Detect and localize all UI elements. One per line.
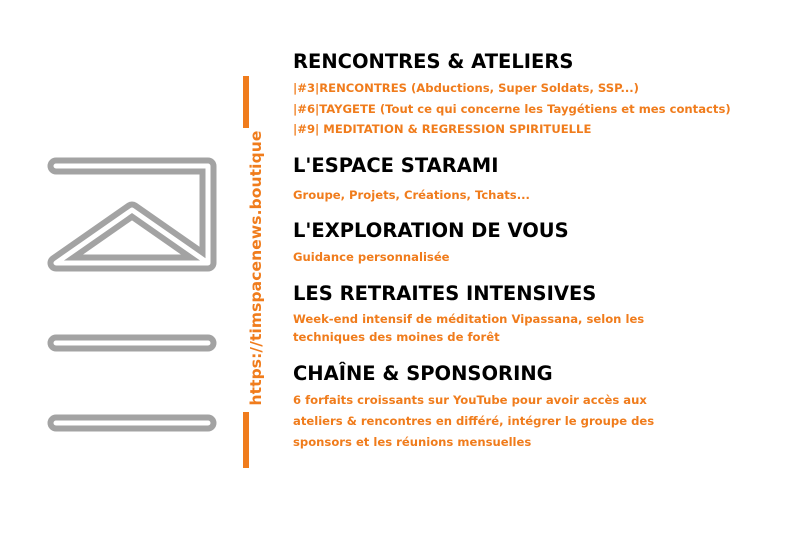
- section-line: techniques des moines de forêt: [293, 329, 500, 344]
- accent-bar-top: [243, 76, 249, 128]
- section-chaine-sponsoring: [293, 362, 793, 453]
- section-line: Week-end intensif de méditation Vipassana, selon les: [293, 311, 645, 326]
- section-title: L'EXPLORATION DE VOUS: [293, 218, 569, 242]
- section-title: L'ESPACE STARAMI: [293, 153, 499, 177]
- section-title: LES RETRAITES INTENSIVES: [293, 281, 597, 305]
- website-url[interactable]: https://timspacenews.boutique: [247, 130, 265, 406]
- section-line: |#3|RENCONTRES (Abductions, Super Soldats, SSP...): [293, 81, 639, 95]
- services-list: [293, 50, 793, 453]
- section-exploration: [293, 219, 793, 266]
- accent-bar-bottom: [243, 412, 249, 468]
- section-title: RENCONTRES & ATELIERS: [293, 50, 574, 73]
- section-line: 6 forfaits croissants sur YouTube pour avoir accès aux: [293, 392, 647, 407]
- section-line: ateliers & rencontres en différé, intégrer le groupe des: [293, 413, 655, 428]
- section-rencontres-ateliers: [293, 50, 793, 140]
- section-title: CHAÎNE & SPONSORING: [293, 361, 553, 385]
- section-retraites: [293, 282, 793, 346]
- section-line: |#9| MEDITATION & REGRESSION SPIRITUELLE: [293, 122, 592, 136]
- section-line: sponsors et les réunions mensuelles: [293, 434, 532, 449]
- section-espace-starami: [293, 154, 793, 204]
- tim-logo: [0, 0, 240, 539]
- section-line: Guidance personnalisée: [293, 249, 450, 264]
- section-line: |#6|TAYGETE (Tout ce qui concerne les Taygétiens et mes contacts): [293, 101, 731, 116]
- section-line: Groupe, Projets, Créations, Tchats...: [293, 187, 530, 202]
